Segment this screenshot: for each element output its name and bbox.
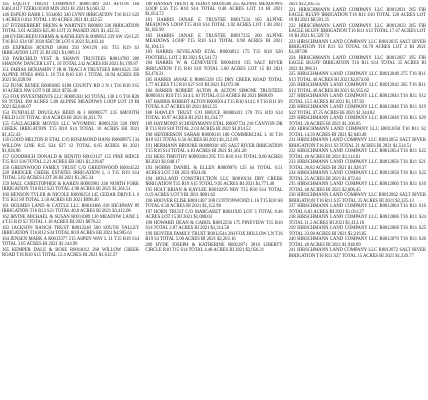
listing-entry: 238 HIRSCHMANN LAND COMPANY LLC R0012066 T16 R11 S24 TOTAL 11.5 ACRES BI 2021 $1,413.18 <box>288 215 426 226</box>
listing-entry: 159 HALL CHRISTOPHER & KAREN R0003901 240 NORTH FORK IRRIGATION T16 R12 S23 TOTAL 4.98 ACRES BI 2021 $1,361.51 <box>2 181 140 192</box>
listing-entry: 157 GOODRICH DONALD & BENITO R0013127 155 PINE RIDGE T15 R11 S16 TOTAL 2.21 ACRES EB 2021 $1,218.87 <box>2 154 140 165</box>
listing-entry: 145 EQUITY TRUST COMPANY R0007489 250 AFTON OR E461,0117 TZERL01369 MIN 2021 B/ 2021 $1,663.32 <box>2 2 140 13</box>
listing-entry: 149 EXPRESS ROUND 10684 250 SW11N 161 T15 R19 S3 IRRIGATION LOT 25 BI 2021 $1,089.12 <box>2 46 140 57</box>
listing-entry: 165 KEMPER DALE & ROSE R0014012 260 WILLOW CREEK ROAD T16 R10 S15 TOTAL 12.4 ACRES BI 2021 $1,612.37 <box>2 247 140 258</box>
listing-entry: 239 HIRSCHMANN LAND COMPANY LLC R0012068 T16 R11 S25 TOTAL 33.08 ACRES BI 2021 $2,216.85 <box>288 226 426 237</box>
listing-entry: 195 HOLT BRIAN & KAYLEE R0010295 NBY T15 R10 S14 TOTAL 0.19 ACRES LOT 9 BI 2021 $801.62 <box>145 187 283 198</box>
listing-entry: 240 HIRSCHMANN LAND COMPANY LLC R0012070 T16 R11 S26 TOTAL 40 ACRES BI 2021 $1,948.09 <box>288 237 426 248</box>
listing-entry: 228 HIRSCHMANN LAND COMPANY LLC R0012046 T16 R11 S19 S22 TOTAL 47.25 ACRES BI 2021 $1,344.82 <box>288 105 426 116</box>
listing-entry: 226 HIRSCHMANN LAND COMPANY LLC R0012042 265 T16 R11 S13 TOTAL 40 ACRES BI 2021 $1,955.62 <box>288 83 426 94</box>
listing-entry: 199 HUNTER FAMILY TRUST R0012544 260 FOX HOLLOW LN T16 R19 S3 TOTAL 5.00 ACRES BI 2021 $2,203.16 <box>145 231 283 242</box>
listing-entry: 162 IRVINE MICHAEL & SUSAN R0011089 130 MEADOW LANE L 4 T15 R19 S3 TOTAL 1.18 ACRES BI 2021 $876.22 <box>2 214 140 225</box>
listing-entry: 231 HIRSCHMANN LAND COMPANY LLC R0012052 SALT RIVER IRRIGATION T16 R11 S3 TOTAL 21 ACRES BI 2021 $1,514.51 <box>288 138 426 149</box>
listing-entry: 192 HESS TIMOTHY R0009204 295 T15 R10 S14 TOTAL 0.60 ACRES BI 2021 $1,048.17 <box>145 154 283 165</box>
listing-entry: 156 GOOD MELTON R ETAL C/O ROSEMOND HANS R0009875 134 WILLOW LINE R15 S24 S27 12 TOTAL 6.65 ACRES BI 2021 $1,034.96 <box>2 138 140 154</box>
listing-entry: 234 HIRSCHMANN LAND COMPANY LLC R0012058 T16 R11 S22 TOTAL 25 ACRES BI 2021 $1,872.64 <box>288 171 426 182</box>
listing-entry: 224 HIRSCHMANN LAND COMPANY LLC R0012037 395 FIR EAGLE BLUFF IRRIGATION T16 R11 S14 TOTAL 35 ACRES BI 2021 $1,986.31 <box>288 56 426 72</box>
listing-entry: 152 FUNK RENEE R0003865 S180 COUNTY RD 3 N 1 T16 R10 S15 10 ACRES NW LOT 9 BI 2021 $756.40 <box>2 84 140 95</box>
listing-entry: 181 HARRIS JANAE E TRUSTEE R0017234 165 ALPINE MEADOWS LOOP T15 R10 S14 TOTAL 1.02 ACRES LOT 1 BI 2021 $1,185.90 <box>145 18 283 34</box>
listing-entry: 235 HIRSCHMANN LAND COMPANY LLC R0012060 T16 R11 S10 TOTAL 40 ACRES BI 2021 $2,006.45 <box>288 182 426 193</box>
listing-entry: 222 HIRSCHMANN LAND COMPANY LLC R0012033 265 FIR EAGLE BLUFF IRRIGATION T16 R11 S13 TOTAL 17.47 ACRES LOT 18 BI 2021 $1,329.74 <box>288 24 426 40</box>
listing-entry: 241 HIRSCHMANN LAND COMPANY LLC R0012072 SALT RIVER IRRIGATION T16 R11 S27 TOTAL 15 ACRES BI 2021 $1,320.77 <box>288 248 426 259</box>
listing-entry: 227 HIRSCHMANN LAND COMPANY LLC R0012044 T16 R11 S12 TOTAL 15.5 ACRES BI 2021 $1,197.92 <box>288 94 426 105</box>
listing-entry: 184 HARRIS W & GENEVIEVE R0004910 135 SALT RIVER IRRIGATION T15 R10 S18 TOTAL 5.00 ACRES LOT 15 BI 2021 $3,476.21 <box>145 61 283 77</box>
listing-column-2 <box>145 2 282 400</box>
listing-entry: 163 JACKSON RANCH TRUST R0012240 500 SOUTH VALLEY IRRIGATION T16 R12 S34 TOTAL 80.0 ACRES EB 2021 $4,905.61 <box>2 225 140 236</box>
listing-entry: 161 HOLMES LAND & CATTLE LLC R0010466 410 HIGHWAY 89 IRRIGATION T16 R13 S21 TOTAL 40.0 ACRES BI 2021 $3,412.08 <box>2 203 140 214</box>
listing-entry: 160 HENSON TYLER & NICOLE R0006254 145 CEDAR DRIVE L 6 T15 R11 S9 TOTAL 2.50 ACRES EB 2021 $998.40 <box>2 192 140 203</box>
listing-entry: 164 JENSEN MARK A R0013377 215 ASPEN WAY L 11 T15 R18 S14 TOTAL 3.05 ACRES BI 2021 $1,144.90 <box>2 236 140 247</box>
listing-entry: 155 GALLAGHER MOVES LLC WYOMING R0001258 320 DRY CREEK IRRIGATION T15 R18 S14 TOTAL 10 ACRES EB 2021 $1,452.43 <box>2 122 140 138</box>
listing-entry: 196 HOOVER ELISE R0011487 208 COTTONWOOD L 16 T15 R10 S8 TOTAL 0.50 ACRES BI 2021 $1,152.98 <box>145 198 283 209</box>
listing-entry: 188 HAWLEY TRUST C/O BRUCE R0006433 170 T15 R19 S14 TOTAL 10.97 ACRES BI 2021 $1,234.77 <box>145 110 283 121</box>
listing-entry: 197 HORN TRUST C/O MARGARET R0011920 LOT 3 TOTAL 0.46 ACRES LOT 15 BI 2021 $1,088.04 <box>145 209 283 220</box>
listing-entry: 198 HOWARD DEAN & CAROL R0012256 175 PINEVIEW T15 R10 S14 TOTAL 2.87 ACRES BI 2021 $1,314.58 <box>145 220 283 231</box>
listing-entry: 237 HIRSCHMANN LAND COMPANY LLC R0012064 T16 R11 S16 TOTAL 6.03 ACRES BI 2021 $1,011.27 <box>288 204 426 215</box>
listing-entry: 185 HARRIS JANAE E R0005328 155 DRY CREEK ROAD TOTAL 1.77 ACRES T15 R10 S27 S19 BI 2021 $1,072.88 <box>145 77 283 88</box>
listing-entry: 180 HANSEN TRENT & TEDDY R0010586 255 ALPINE MEADOWS LOOP L16 T15 R10 S14 TOTAL 0.48 ACRES LOT 14 BI 2021 $1,054.72 <box>145 2 283 18</box>
listing-entry: 190 HENDERSON SARAH R0008116 180 COMMERCIAL L 10 T16 R10 S31 TOTAL 0.56 ACRES BI 2021 $1,212.89 <box>145 132 283 143</box>
listing-entry: 233 HIRSCHMANN LAND COMPANY LLC R0012056 T16 R11 S21 TOTAL 30.82 ACRES BI 2021 $1,928.37 <box>288 160 426 171</box>
listing-entry: 189 HAYMOND SCHOENMANN ETAL R0007734 210 CANYON DR B T15 R10 S10 TOTAL 2.03 ACRES BI 2021 $1,014.52 <box>145 121 283 132</box>
listing-entry: 182 HARRIS JANAE E TRUSTEE R0017235 260 ALPINE MEADOWS LOOP T15 R10 S14 TOTAL 0.98 ACRES BI 2021 $1,104.13 <box>145 34 283 50</box>
listing-entry: 223 HIRSCHMANN LAND COMPANY LLC R0012035 SALT RIVER IRRIGATION T16 R11 S3 TOTAL 16.76 ACRES LOT 2 BI 2021 $3,487.00 <box>288 40 426 56</box>
listing-entry: 229 HIRSCHMANN LAND COMPANY LLC R0012048 T16 R11 S20 TOTAL 20 ACRES BI 2021 $1,106.05 <box>288 116 426 127</box>
listing-entry: 158 GREENWOOD FAMILY TRUST C/O GREENWOOD R0014522 320 BRIDGER CREEK ESTATES IRRIGATION L 3 T15 R19 S14 TOTAL 5.02 ACRES LOT 28 BI 2021 $1,205.34 <box>2 165 140 181</box>
listing-entry: 193 HOBBS DANIEL & ELLEN R0009876 125 S4 TOTAL 0.51 ACRES LOT 3 BI 2021 $924.66 <box>145 165 283 176</box>
listing-entry: 187 HARRIS ROBERT ALTON R0005014 T15 R10 S14 L 8 T16 R11 S9 TOTAL 0.37 ACRES BI 2021 $612.55 <box>145 99 283 110</box>
listing-entry: 186 HARRIS ROBERT ALTON & ALTON SIMONE TRUSTEES R0005011 R10 T15 S14 L 10 TOTAL 0.53 ACRES BI 2021 $888.09 <box>145 88 283 99</box>
listing-entry: 2021 $12,305.55 <box>288 2 320 7</box>
listing-entry: 191 HERMANN BROOKE R0008920 185 SALT RIVER IRRIGATION T15 R10 S14 TOTAL 4.10 ACRES BI 2021 $1,361.20 <box>145 143 283 154</box>
listing-column-1 <box>2 2 139 400</box>
listing-entry: 147 FITZHERBERT BRENS & WARTNEY R00669 330 IRRIGATION TOTAL 5.01 ACRES $25.00 LOT 23 PASSED 2021 $1,432.55 <box>2 24 140 35</box>
listing-entry: 221 HIRSCHMANN LAND COMPANY LLC R0012031 265 FIR EAGLE BLUFF IRRIGATION T16 R11 S10 TOTAL 120 ACRES LOT 18 BI 2021 $8,501.25 <box>288 7 426 24</box>
listing-entry: 154 FUNDALIZ DOUGLAS REED & J R0006577 235 SMOOTH FIELD LOT TOTAL 10.0 ACRES BI 2021 $1,021.79 <box>2 111 140 122</box>
listing-entry: 151 FARIAS BENJAMIN T JR & TRACI A TRUSTEES R0016321 350 ALPINE PINES 0003 L 10 T16 R10 S16 1 TOTAL 10.94 ACRES EB 2021 $1,020.90 <box>2 68 140 84</box>
listing-entry: 236 HIRSCHMANN LAND COMPANY LLC R0012062 SALT RIVER IRRIGATION T16 R11 S15 TOTAL 35 ACRES BI 2021 $2,325.13 <box>288 193 426 204</box>
listing-entry: 146 ESPEJO BARB L 9334063 340 LYNN IRRIGATION T16 R13 S22 1 ACRES 0.034 TOTAL 1.09 ACRES 2021 $1,432.55 <box>2 13 140 24</box>
listing-column-3 <box>289 2 426 400</box>
listing-entry: 232 HIRSCHMANN LAND COMPANY LLC R0012054 T16 R11 S22 TOTAL 40 ACRES BI 2021 $3,114.81 <box>288 149 426 160</box>
listing-entry: 153 FOX INVESTMENTS LLC R0005932 R3 TOTAL 130 L 0 T16 R20 S9 TOTAL 490 ACRES 5.00 ALPINE MEADOWS LOOP LOT 19 BI 2021 $2,846.07 <box>2 95 140 111</box>
listing-entry: 225 HIRSCHMANN LAND COMPANY LLC R0012040 275 T16 R11 S13 TOTAL 40 ACRES BI 2021 $2,874.60 <box>288 72 426 83</box>
listing-entry: 200 HYDE JOSEPH & KATHERINE R0012871 2810 LIBERTY CIRCLE R10 T15 S14 TOTAL 4.48 ACRES BI 2021 $2,056.21 <box>145 242 283 253</box>
listing-entry: 150 FAIRCHILD VEST & SHAWN TRUSTEES R0014780 280 SHADOW DANCER LST L 10 TOTAL 242 ACRES EB 2021 $1,199.87 <box>2 57 140 68</box>
listing-entry: 230 HIRSCHMANN LAND COMPANY LLC R0012050 T16 R11 S2 TOTAL 14.59 ACRES BI 2021 $2,640.48 <box>288 127 426 138</box>
listing-entry: 183 HARRIS SEVELAND ETAL R0004812 175 T15 R10 S20 FOOTHILL LOT 2 BI 2021 $1,541.73 <box>145 50 283 61</box>
listing-entry: 194 HOLLAND CONSTRUCTION LLC R0010134 DRY CREEK IRRIGATION T15 R19 S15 TOTAL 9.95 ACRES BI 2021 $1,771.40 <box>145 176 283 187</box>
listing-entry: 148 EVERGREEN FARMS & KATHLEEN R 0009853 239 SW 150 L25 T16 R13 S34 OF 2020 $567.90 LOT 6 2021 $1,463.16 <box>2 35 140 46</box>
